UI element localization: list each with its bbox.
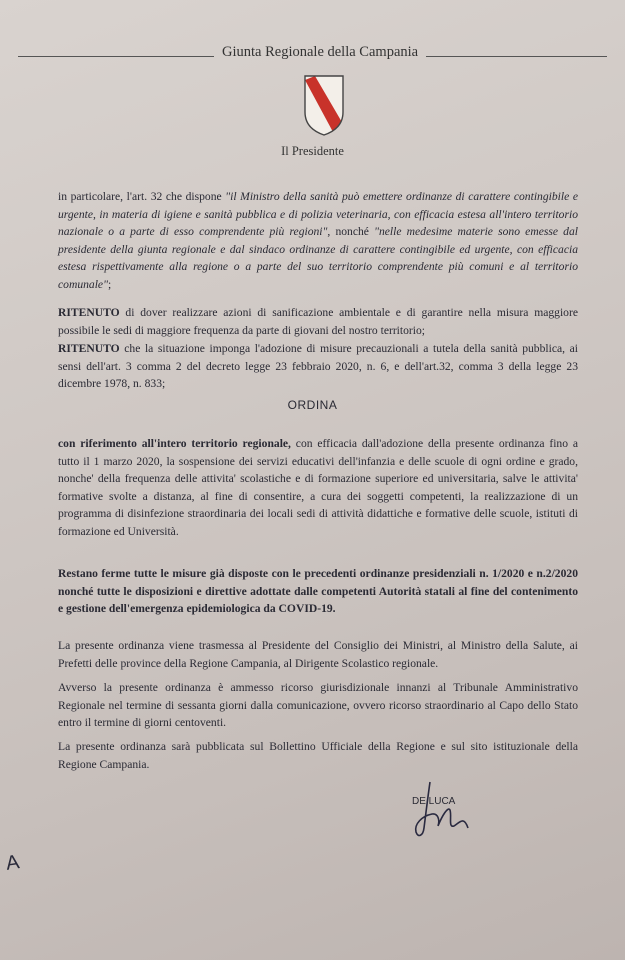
- president-heading: Il Presidente: [281, 144, 344, 158]
- art32-quote-1: "il Ministro della sanità può emettere ordinanze di carattere contingibile e urgente, in materia di igiene e sanità pubblica e di polizia veterinaria, con efficacia estesa all'intero territorio nazionale o a parte di esso comprendente più regioni": [58, 190, 578, 239]
- order-text: con efficacia dall'adozione della presente ordinanza fino a tutto il 1 marzo 2020, la sospensione dei servizi educativi dell'infanzia e delle scuole di ogni ordine e grado, nonche' della frequenza delle attivita' scolastiche e di formazione superiore ed universitaria, salve le attivita' formative svolte a distanza, al fine di consentire, a cura dei soggetti competenti, la realizzazione di un programma di disinfezione straordinaria dei locali sedi di attività didattiche e formative delle scuole, istituti di formazione ed Università.: [58, 437, 578, 538]
- letterhead-title: Giunta Regionale della Campania: [222, 44, 419, 60]
- ritenuto-text: che la situazione imponga l'adozione di misure precauzionali a tutela della sanità pubblica, ai sensi dell'art. 3 comma 2 del decreto legge 23 febbraio 2020, n. 6, e dell'art.32, comma 3 della legge 23 dicembre 1978, n. 833;: [58, 342, 578, 391]
- art32-end: ;: [107, 277, 112, 291]
- paragraph-art32: [58, 188, 578, 294]
- letterhead: [18, 44, 607, 66]
- paragraph-ricorso: Avverso la presente ordinanza è ammesso ricorso giurisdizionale innanzi al Tribunale Amministrativo Regionale nel termine di sessanta giorni dalla comunicazione, ovvero ricorso straordinario al Capo dello Stato entro il termine di giorni centoventi.: [58, 681, 578, 730]
- paragraph-ritenuto-1: [58, 304, 578, 339]
- paragraph-restano-ferme: Restano ferme tutte le misure già disposte con le precedenti ordinanze presidenziali n. 1/2020 e n.2/2020 nonché tutte le disposizioni e direttive adottate dalle competenti Autorità statali al fine del contenimento e gestione dell'emergenza epidemiologica da COVID-19.: [58, 567, 578, 616]
- letterhead-rule-right: [426, 56, 607, 57]
- art32-quote-2: "nelle medesime materie sono emesse dal presidente della giunta regionale e dal sindaco ordinanze di carattere contingibile ed urgente, con efficacia estesa rispettivamente alla regione o a parte del suo territorio comprendente più comuni e al territorio comunale": [58, 225, 578, 291]
- page-mark: A: [4, 851, 21, 875]
- paragraph-pubblicazione: La presente ordinanza sarà pubblicata sul Bollettino Ufficiale della Regione e sul sito istituzionale della Regione Campania.: [58, 740, 578, 771]
- ritenuto-label: RITENUTO: [58, 306, 120, 319]
- campania-crest-icon: [303, 74, 345, 136]
- order-scope: con riferimento all'intero territorio regionale,: [58, 437, 291, 450]
- letterhead-rule-left: [18, 56, 214, 57]
- paragraph-ritenuto-2: [58, 340, 578, 393]
- signature-scribble: [404, 776, 484, 846]
- art32-intro: in particolare, l'art. 32 che dispone: [58, 190, 226, 203]
- ordina-heading: ORDINA: [287, 398, 338, 412]
- ritenuto-text: di dover realizzare azioni di sanificazione ambientale e di garantire nella misura maggiore possibile le sedi di maggiore frequenza da parte di giovani del nostro territorio;: [58, 306, 578, 337]
- paragraph-trasmessa: La presente ordinanza viene trasmessa al Presidente del Consiglio dei Ministri, al Ministro della Salute, ai Prefetti delle province della Regione Campania, al Dirigente Scolastico regionale.: [58, 639, 578, 670]
- art32-connector: , nonché: [327, 225, 375, 239]
- paragraph-ordinance-order: [58, 435, 578, 541]
- ritenuto-label: RITENUTO: [58, 342, 120, 355]
- signature-name: DE LUCA: [412, 796, 456, 807]
